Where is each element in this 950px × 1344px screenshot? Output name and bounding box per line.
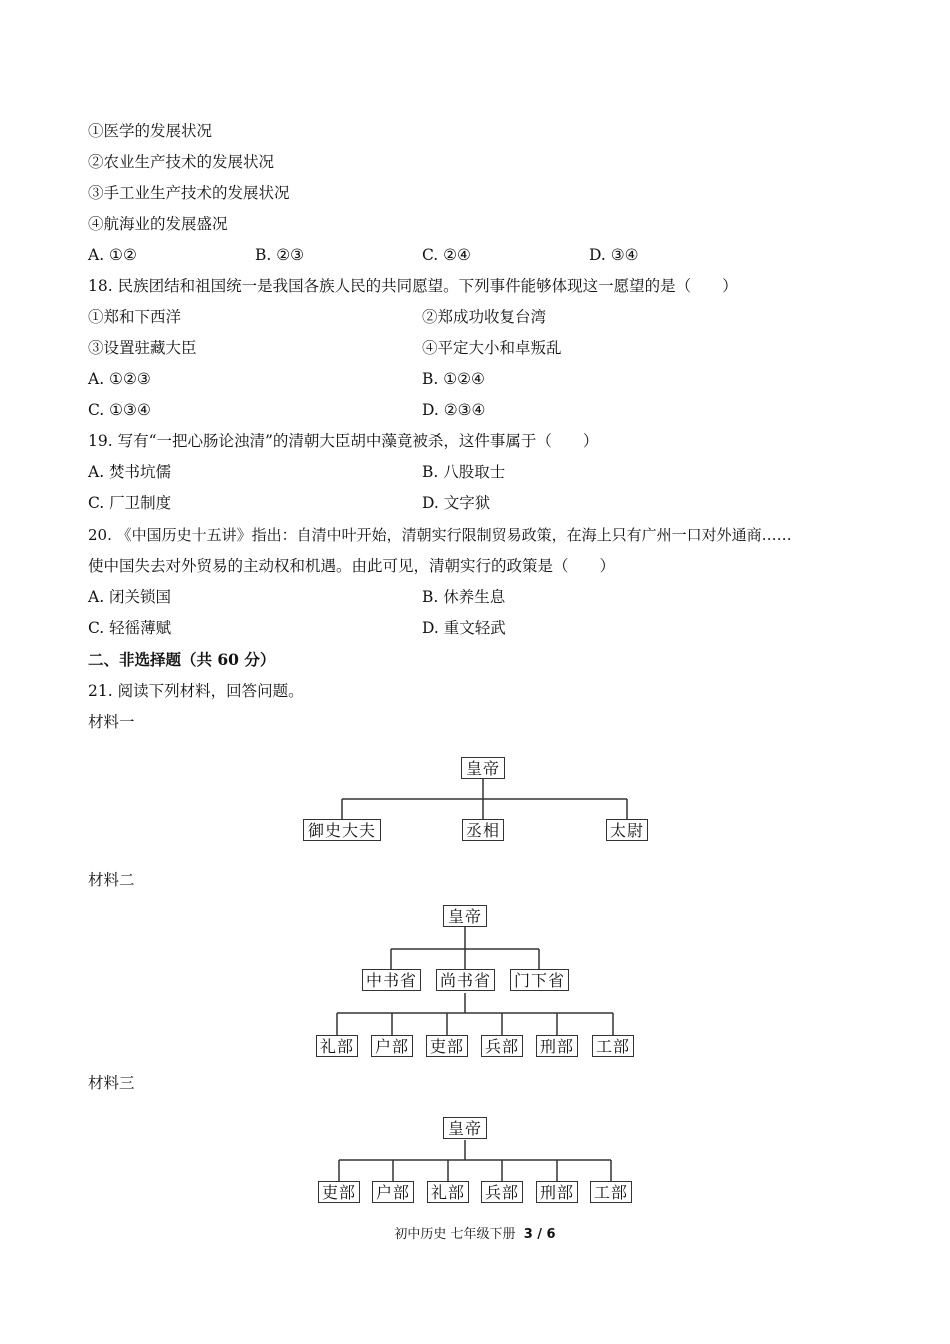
m1-taiwei-box: 太尉 xyxy=(606,819,648,841)
m3-revenue-box: 户部 xyxy=(372,1181,414,1203)
m3-rites-box: 礼部 xyxy=(427,1181,469,1203)
q18-option-d: D. ②③④ xyxy=(422,401,486,419)
m2-justice-box: 刑部 xyxy=(536,1035,578,1057)
m2-shangshu-box: 尚书省 xyxy=(436,969,495,991)
m1-yushidafu-box: 御史大夫 xyxy=(303,819,381,841)
q20-option-d: D. 重文轻武 xyxy=(422,619,506,637)
m3-war-box: 兵部 xyxy=(481,1181,523,1203)
q17-option-b: B. ②③ xyxy=(255,246,305,264)
page-number: 3 / 6 xyxy=(523,1227,556,1242)
q18-item-3: ③设置驻藏大臣 xyxy=(88,339,197,357)
m2-zhongshu-box: 中书省 xyxy=(362,969,421,991)
q17-option-a: A. ①② xyxy=(88,246,137,264)
q17-option-c: C. ②④ xyxy=(422,246,471,264)
m2-rites-box: 礼部 xyxy=(316,1035,358,1057)
q17-item-2: ②农业生产技术的发展状况 xyxy=(88,153,275,171)
q18-option-a: A. ①②③ xyxy=(88,370,151,388)
q19-stem: 19. 写有“一把心肠论浊清”的清朝大臣胡中藻竟被杀，这件事属于（ ） xyxy=(88,432,599,450)
q21-stem: 21. 阅读下列材料，回答问题。 xyxy=(88,682,304,700)
q18-stem: 18. 民族团结和祖国统一是我国各族人民的共同愿望。下列事件能够体现这一愿望的是（ ） xyxy=(88,277,738,295)
q19-option-c: C. 厂卫制度 xyxy=(88,494,172,512)
page-footer xyxy=(0,1226,950,1244)
m2-emperor-box: 皇帝 xyxy=(443,905,487,927)
q19-option-d: D. 文字狱 xyxy=(422,494,491,512)
m1-emperor-box: 皇帝 xyxy=(461,757,505,779)
m3-justice-box: 刑部 xyxy=(536,1181,578,1203)
q18-item-2: ②郑成功收复台湾 xyxy=(422,308,547,326)
material2-label: 材料二 xyxy=(88,871,135,889)
q20-option-b: B. 休养生息 xyxy=(422,588,506,606)
q19-option-a: A. 焚书坑儒 xyxy=(88,463,172,481)
m2-revenue-box: 户部 xyxy=(371,1035,413,1057)
q20-option-a: A. 闭关锁国 xyxy=(88,588,172,606)
m3-personnel-box: 吏部 xyxy=(318,1181,360,1203)
m2-personnel-box: 吏部 xyxy=(426,1035,468,1057)
q17-option-d: D. ③④ xyxy=(589,246,639,264)
q20-option-c: C. 轻徭薄赋 xyxy=(88,619,172,637)
material1-label: 材料一 xyxy=(88,713,135,731)
q17-item-4: ④航海业的发展盛况 xyxy=(88,215,228,233)
q18-item-1: ①郑和下西洋 xyxy=(88,308,182,326)
q18-option-c: C. ①③④ xyxy=(88,401,151,419)
m1-chancellor-box: 丞相 xyxy=(462,819,504,841)
m3-works-box: 工部 xyxy=(590,1181,632,1203)
q20-stem-line2: 使中国失去对外贸易的主动权和机遇。由此可见，清朝实行的政策是（ ） xyxy=(88,557,616,575)
material3-label: 材料三 xyxy=(88,1074,135,1092)
q18-item-4: ④平定大小和卓叛乱 xyxy=(422,339,562,357)
footer-text: 初中历史 七年级下册 xyxy=(394,1227,516,1242)
m2-menxia-box: 门下省 xyxy=(510,969,569,991)
m2-works-box: 工部 xyxy=(592,1035,634,1057)
q18-option-b: B. ①②④ xyxy=(422,370,485,388)
q17-item-3: ③手工业生产技术的发展状况 xyxy=(88,184,290,202)
q20-stem-line1: 20. 《中国历史十五讲》指出：自清中叶开始，清朝实行限制贸易政策，在海上只有广州一口对外通商…… xyxy=(88,526,792,544)
m3-emperor-box: 皇帝 xyxy=(443,1117,487,1139)
m2-war-box: 兵部 xyxy=(481,1035,523,1057)
q17-item-1: ①医学的发展状况 xyxy=(88,122,213,140)
section-heading: 二、非选择题（共 60 分） xyxy=(88,650,276,669)
q19-option-b: B. 八股取士 xyxy=(422,463,506,481)
